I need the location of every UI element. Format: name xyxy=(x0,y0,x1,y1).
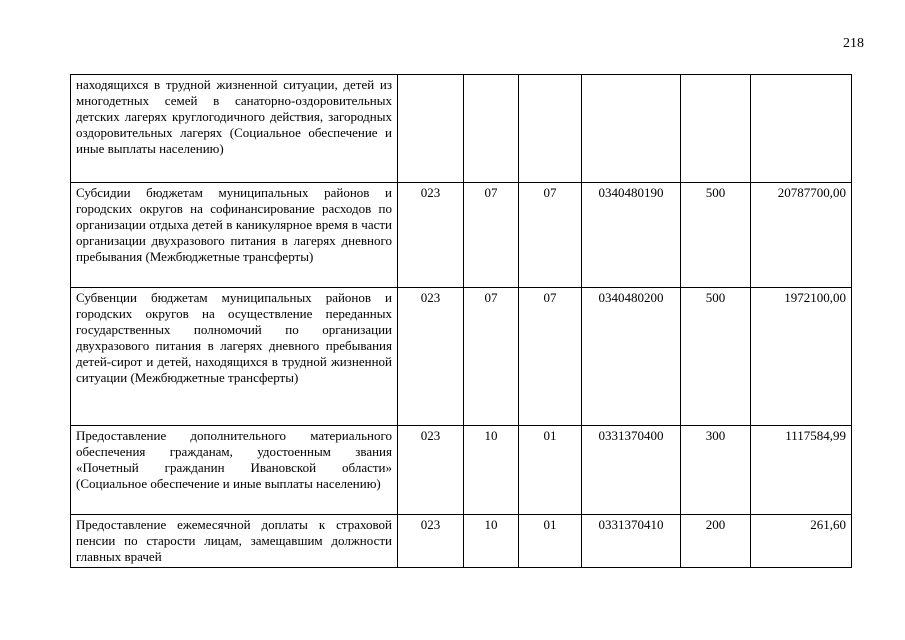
ministry-code: 023 xyxy=(398,426,464,515)
subsection-code: 01 xyxy=(519,515,582,568)
page-number: 218 xyxy=(843,36,864,51)
expense-type-code: 500 xyxy=(681,183,751,288)
section-code: 10 xyxy=(464,515,519,568)
amount-value: 1117584,99 xyxy=(751,426,852,515)
table-row xyxy=(71,288,852,426)
ministry-code: 023 xyxy=(398,288,464,426)
table-row xyxy=(71,426,852,515)
amount-value: 261,60 xyxy=(751,515,852,568)
budget-table xyxy=(70,74,852,568)
table-row xyxy=(71,183,852,288)
ministry-code: 023 xyxy=(398,183,464,288)
section-code xyxy=(464,75,519,183)
ministry-code: 023 xyxy=(398,515,464,568)
section-code: 07 xyxy=(464,288,519,426)
amount-value xyxy=(751,75,852,183)
row-description: Предоставление дополнительного материального обеспечения гражданам, удостоенным звания «Почетный гражданин Ивановской области» (Социальное обеспечение и иные выплаты населению) xyxy=(71,426,398,515)
row-description: находящихся в трудной жизненной ситуации, детей из многодетных семей в санаторно-оздоровительных детских лагерях круглогодичного действия, загородных оздоровительных лагерях (Социальное обеспечение и иные выплаты населению) xyxy=(71,75,398,183)
amount-value: 20787700,00 xyxy=(751,183,852,288)
row-description: Субвенции бюджетам муниципальных районов и городских округов на осуществление переданных государственных полномочий по организации двухразового питания в лагерях дневного пребывания детей-сирот и детей, находящихся в трудной жизненной ситуации (Межбюджетные трансферты) xyxy=(71,288,398,426)
table-row xyxy=(71,515,852,568)
target-article-code: 0340480200 xyxy=(582,288,681,426)
target-article-code: 0331370400 xyxy=(582,426,681,515)
target-article-code xyxy=(582,75,681,183)
subsection-code xyxy=(519,75,582,183)
section-code: 10 xyxy=(464,426,519,515)
ministry-code xyxy=(398,75,464,183)
expense-type-code: 200 xyxy=(681,515,751,568)
row-description: Предоставление ежемесячной доплаты к страховой пенсии по старости лицам, замещавшим должности главных врачей xyxy=(71,515,398,568)
expense-type-code xyxy=(681,75,751,183)
subsection-code: 07 xyxy=(519,288,582,426)
expense-type-code: 500 xyxy=(681,288,751,426)
section-code: 07 xyxy=(464,183,519,288)
subsection-code: 07 xyxy=(519,183,582,288)
table-row xyxy=(71,75,852,183)
amount-value: 1972100,00 xyxy=(751,288,852,426)
subsection-code: 01 xyxy=(519,426,582,515)
expense-type-code: 300 xyxy=(681,426,751,515)
row-description: Субсидии бюджетам муниципальных районов и городских округов на софинансирование расходов по организации отдыха детей в каникулярное время в части организации двухразового питания в лагерях дневного пребывания (Межбюджетные трансферты) xyxy=(71,183,398,288)
target-article-code: 0340480190 xyxy=(582,183,681,288)
target-article-code: 0331370410 xyxy=(582,515,681,568)
